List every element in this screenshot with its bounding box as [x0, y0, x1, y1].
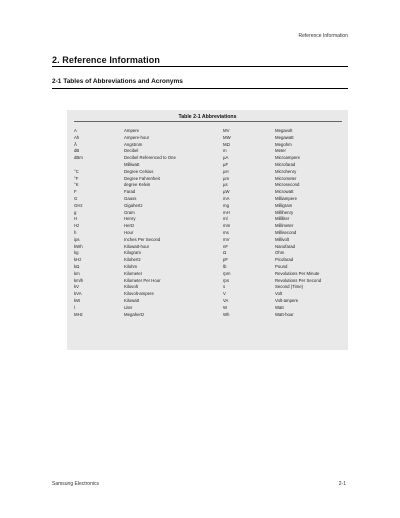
cell-meaning: Microfarad [275, 161, 296, 167]
cell-abbreviation: V [223, 291, 226, 297]
table-row [0, 244, 400, 251]
cell-meaning: Millihenry [275, 209, 294, 215]
cell-abbreviation: h [74, 229, 77, 235]
table-row [0, 291, 400, 298]
cell-abbreviation: Wh [223, 311, 230, 317]
cell-abbreviation: mm [223, 223, 231, 229]
cell-abbreviation: kV [74, 284, 80, 290]
cell-abbreviation: km/h [74, 277, 84, 283]
cell-abbreviation: kVA [74, 291, 82, 297]
cell-meaning: Microwatt [275, 189, 294, 195]
cell-meaning: Kilometer [124, 270, 143, 276]
cell-abbreviation: °K [74, 182, 79, 188]
table-row [0, 250, 400, 257]
cell-abbreviation: km [74, 270, 80, 276]
cell-meaning: Ampere-hour [124, 134, 150, 140]
cell-meaning: Gauss [124, 195, 137, 201]
cell-meaning: Microhenry [275, 168, 297, 174]
cell-meaning: Meter [275, 148, 286, 154]
cell-meaning: Kilovolt-ampere [124, 291, 154, 297]
cell-meaning: Farad [124, 189, 136, 195]
cell-abbreviation: VA [223, 297, 229, 303]
table-row [0, 216, 400, 223]
cell-abbreviation: µW [223, 189, 230, 195]
cell-meaning: Millivolt [275, 236, 290, 242]
cell-meaning: Millisecond [275, 229, 297, 235]
table-row [0, 312, 400, 319]
cell-meaning: Decibel [124, 148, 139, 154]
table-row [0, 223, 400, 230]
cell-meaning: Kilohm [124, 263, 138, 269]
cell-abbreviation: GHz [74, 202, 83, 208]
cell-abbreviation: °F [74, 175, 79, 181]
table-caption: Table 2-1 Abbreviations [178, 114, 237, 120]
table-caption-divider [74, 121, 342, 122]
cell-meaning: Milliliter [275, 216, 290, 222]
cell-abbreviation: µm [223, 175, 230, 181]
cell-meaning: Millimeter [275, 223, 294, 229]
cell-meaning: Hour [124, 229, 134, 235]
cell-meaning: Kilovolt [124, 284, 138, 290]
cell-abbreviation: s [223, 284, 226, 290]
cell-abbreviation: l [74, 304, 75, 310]
cell-abbreviation: µs [223, 182, 228, 188]
cell-abbreviation: kg [74, 250, 79, 256]
table-row [0, 155, 400, 162]
cell-meaning: Degree Celsius [124, 168, 154, 174]
cell-abbreviation: Å [74, 141, 77, 147]
cell-abbreviation: Ah [74, 134, 80, 140]
table-row [0, 278, 400, 285]
cell-abbreviation: lb [223, 263, 227, 269]
cell-meaning: Hertz [124, 223, 135, 229]
table-row [0, 271, 400, 278]
table-row [0, 230, 400, 237]
cell-abbreviation: µH [223, 168, 229, 174]
section-title: 2. Reference Information [52, 55, 160, 65]
table-row [0, 142, 400, 149]
cell-meaning: Kilowatt [124, 297, 140, 303]
cell-abbreviation: dBm [74, 155, 83, 161]
cell-abbreviation: G [74, 195, 78, 201]
cell-meaning: Gram [124, 209, 135, 215]
cell-meaning: Microsecond [275, 182, 300, 188]
cell-meaning: Picofarad [275, 257, 294, 263]
cell-abbreviation: pF [223, 257, 229, 263]
table-row [0, 176, 400, 183]
table-row [0, 237, 400, 244]
cell-meaning: Henry [124, 216, 136, 222]
cell-abbreviation: rps [223, 277, 229, 283]
cell-abbreviation: mg [223, 202, 229, 208]
cell-abbreviation: Hz [74, 223, 80, 229]
cell-abbreviation: ms [223, 229, 229, 235]
cell-meaning: Revolutions Per Second [275, 277, 322, 283]
cell-abbreviation: F [74, 189, 77, 195]
table-row [0, 298, 400, 305]
table-row [0, 135, 400, 142]
cell-meaning: Kilowatt-hour [124, 243, 150, 249]
title-divider [52, 66, 348, 67]
footer-company: Samsung Electronics [52, 481, 99, 487]
cell-abbreviation: dB [74, 148, 80, 154]
cell-meaning: Watt-hour [275, 311, 294, 317]
cell-meaning: Milligram [275, 202, 293, 208]
cell-abbreviation: mV [223, 236, 230, 242]
cell-meaning: Megavolt [275, 128, 293, 133]
cell-meaning: Revolutions Per Minute [275, 270, 320, 276]
cell-abbreviation: H [74, 216, 78, 222]
cell-meaning: Volt-ampere [275, 297, 299, 303]
cell-meaning: Decibel Referenced to One [124, 155, 176, 161]
table-row [0, 169, 400, 176]
subsection-title: 2-1 Tables of Abbreviations and Acronyms [52, 78, 183, 85]
cell-abbreviation: Ω [223, 250, 227, 256]
cell-meaning: Inches Per Second [124, 236, 161, 242]
cell-abbreviation: kWh [74, 243, 83, 249]
cell-abbreviation: MW [223, 134, 231, 140]
cell-abbreviation: MV [223, 128, 230, 133]
table-row [0, 196, 400, 203]
cell-meaning: Ampere [124, 128, 140, 133]
cell-abbreviation: mH [223, 209, 230, 215]
cell-meaning: Volt [275, 291, 283, 297]
cell-meaning: Kilohertz [124, 257, 141, 263]
cell-abbreviation: m [223, 148, 227, 154]
cell-meaning: Kilogram [124, 250, 141, 256]
cell-abbreviation: kHz [74, 257, 82, 263]
cell-meaning: Micrometer [275, 175, 297, 181]
cell-meaning: degree Kelvin [124, 182, 151, 188]
cell-meaning: Megohm [275, 141, 292, 147]
cell-abbreviation: °C [74, 168, 79, 174]
cell-abbreviation: µA [223, 155, 229, 161]
cell-abbreviation: W [223, 304, 228, 310]
cell-meaning: Megawatt [275, 134, 294, 140]
cell-abbreviation: A [74, 128, 77, 133]
cell-meaning: Liter [124, 304, 133, 310]
cell-abbreviation: rpm [223, 270, 231, 276]
footer-page-number: 2-1 [338, 481, 346, 487]
cell-meaning: Microampere [275, 155, 301, 161]
cell-meaning: Ohm [275, 250, 285, 256]
cell-meaning: Degree Fahrenheit [124, 175, 160, 181]
cell-abbreviation: nF [223, 243, 229, 249]
cell-meaning: Gigahertz [124, 202, 143, 208]
cell-meaning: Second (Time) [275, 284, 304, 290]
cell-meaning: Angstrom [124, 141, 143, 147]
cell-meaning: Megahertz [124, 311, 145, 317]
cell-meaning: Pound [275, 263, 288, 269]
table-row [0, 182, 400, 189]
table-row [0, 148, 400, 155]
table-row [0, 162, 400, 169]
table-row [0, 284, 400, 291]
cell-abbreviation: ml [223, 216, 228, 222]
cell-meaning: Nanofarad [275, 243, 296, 249]
table-row [0, 264, 400, 271]
cell-abbreviation: ips [74, 236, 80, 242]
cell-abbreviation: kW [74, 297, 81, 303]
table-row [0, 210, 400, 217]
table-row [0, 128, 400, 135]
table-row [0, 257, 400, 264]
cell-meaning: Kilometer Per Hour [124, 277, 161, 283]
table-row [0, 189, 400, 196]
cell-abbreviation: g [74, 209, 77, 215]
table-row [0, 203, 400, 210]
cell-meaning: Milliwatt [124, 161, 140, 167]
subsection-divider [52, 88, 348, 89]
cell-meaning: Milliampere [275, 195, 297, 201]
cell-abbreviation: mA [223, 195, 230, 201]
table-row [0, 305, 400, 312]
cell-meaning: Watt [275, 304, 284, 310]
cell-abbreviation: MHz [74, 311, 83, 317]
cell-abbreviation: MΩ [223, 141, 230, 147]
table-rows [0, 128, 400, 318]
header-section-reference: Reference Information [298, 33, 348, 39]
cell-abbreviation: µF [223, 161, 229, 167]
cell-abbreviation: kΩ [74, 263, 80, 269]
